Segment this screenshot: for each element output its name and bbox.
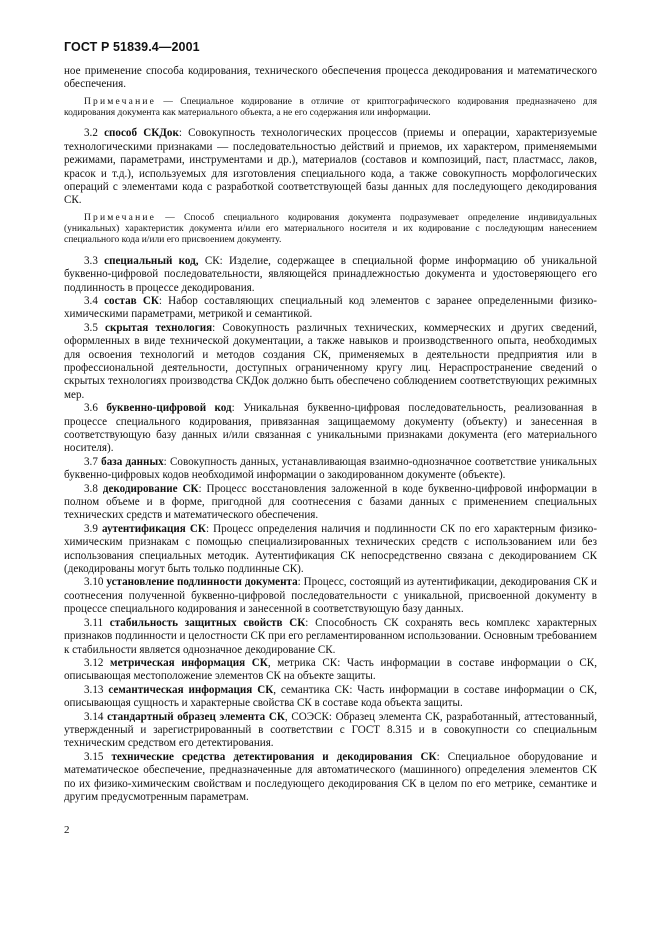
section-3-4 [64,295,597,322]
term-name: метрическая информация СК [110,656,268,669]
note-text: — Специальное кодирование в отличие от криптографического кодирования предназначено для кодирования документа как материального объекта, а не его содержания или информации. [64,96,597,119]
intro-paragraph: ное применение способа кодирования, технического обеспечения процесса декодирования и математического обеспечения. [64,65,597,91]
section-3-2 [64,127,597,207]
section-number: 3.6 [84,402,98,415]
section-3-3 [64,255,597,295]
term-name: установление подлинности документа [106,576,298,589]
section-number: 3.9 [84,522,98,535]
section-number: 3.12 [84,656,104,669]
section-number: 3.14 [84,710,104,723]
term-name: состав СК [104,294,159,307]
term-definition: : Набор составляющих специальный код элементов с заранее определенными физико-химическими параметрами, метрикой и семантикой. [64,294,597,321]
section-number: 3.2 [84,127,98,140]
section-3-11 [64,617,597,657]
section-number: 3.7 [84,455,98,468]
term-definition: : Процесс, состоящий из аутентификации, декодирования СК и соотнесения полученной буквенно-цифровой последовательности с уникальной, присвоенной документу в процессе специального кодирования и занесенной в соответствующую базу данных. [64,576,597,616]
term-definition: : Совокупность данных, устанавливающая взаимно-однозначное соответствие уникальных буквенно-цифровых кодов необходимой информации о закодированном документе (объекте). [64,455,597,482]
section-3-8 [64,483,597,523]
term-definition: , метрика СК: Часть информации в составе информации о СК, описывающая местоположение элементов СК на объекте защиты. [64,656,597,683]
term-name: способ СКДок [104,127,179,140]
section-number: 3.5 [84,321,98,334]
term-name: семантическая информация СК [108,683,274,696]
section-number: 3.4 [84,294,98,307]
term-name: стандартный образец элемента СК [107,710,285,723]
note-paragraph [64,213,597,247]
term-definition: СК: Изделие, содержащее в специальной форме информацию об уникальной буквенно-цифровой последовательности, являющейся принадлежностью документа и удостоверяющего его подлинность в процессе декодирования. [64,254,598,294]
term-definition: : Совокупность технологических процессов (приемы и операции, характеризуемые технологическими признаками — последовательностью действий и приемов, их характером, применяемыми режимами, параметрами, инструментами и др.), материалов (составов и композиций, паст, пластмасс, лаков, красок и т.д.), используемых для изготовления специального кода, а также совокупность морфологических операций с элементами кода с разработкой соответствующей базы данных для последующего декодирования СК. [64,127,597,207]
section-3-7 [64,456,597,483]
term-name: стабильность защитных свойств СК [109,616,306,629]
note-text: — Способ специального кодирования документа подразумевает определение индивидуальных (уникальных) характеристик документа и/или его материального носителя и их кодирование с последующим нанесением специального кода и/или его присвоением документу. [64,212,597,246]
term-definition: : Уникальная буквенно-цифровая последовательность, реализованная в процессе специального кодирования, привязанная защищаемому документу (объекту) и занесенная в соответствующую базу данных и/или связанная с уникальными признаками документа (его материального носителя). [64,402,598,455]
section-3-12 [64,657,597,684]
section-3-14 [64,711,597,751]
section-3-9 [64,523,597,577]
term-name: декодирование СК [102,482,199,495]
page-header: ГОСТ Р 51839.4—2001 [64,40,200,54]
term-name: буквенно-цифровой код [106,402,232,415]
section-number: 3.8 [84,482,98,495]
section-number: 3.13 [84,683,104,696]
section-3-5 [64,322,597,402]
term-name: база данных [101,455,164,468]
term-definition: , СОЭСК: Образец элемента СК, разработанный, аттестованный, утвержденный и зарегистрированный в соответствии с ГОСТ 8.315 и в совокупности со специальным техническим средством его детектирования. [64,710,597,750]
section-3-6 [64,402,597,456]
note-label: Примечание [84,96,157,107]
term-name: скрытая технология [105,321,213,334]
term-definition: : Процесс восстановления заложенной в коде буквенно-цифровой информации в полном объеме и в форме, пригодной для соотнесения с базами данных с применением специальных технических средств и математического обеспечения. [64,482,597,522]
section-3-13 [64,684,597,711]
term-definition: : Способность СК сохранять весь комплекс характерных признаков подлинности и целостности СК при его регламентированном использовании. Основным требованием к стабильности является однозначное декодирование СК. [64,616,597,656]
section-number: 3.15 [84,750,104,763]
term-definition: : Совокупность различных технических, коммерческих и других сведений, оформленных в виде технической документации, а также навыков и производственного опыта, необходимых для освоения технологий и методов создания СК, применяемых в деятельности предприятия или в профессиональной деятельности, доступных ограниченному кругу лиц. Нераспространение сведений о скрытых технологиях производства СКДок должно быть обеспечено соблюдением соответствующих режимных мер. [64,321,598,401]
term-definition: : Специальное оборудование и математическое обеспечение, предназначенные для автоматического (машинного) определения элементов СК по их физико-химическим свойствам и последующего декодирования СК в целом по его метрике, семантике и другим предусмотренным параметрам. [64,750,597,803]
note-label: Примечание [84,212,157,223]
term-name: аутентификация СК [102,522,206,535]
section-3-15 [64,751,597,805]
term-name: технические средства детектирования и декодирования СК [111,750,437,763]
page-number: 2 [64,824,70,836]
section-number: 3.11 [84,616,104,629]
section-3-10 [64,576,597,616]
note-paragraph [64,97,597,120]
term-definition: , семантика СК: Часть информации в составе информации о СК, описывающая сущность и характерные свойства СК в составе кода объекта защиты. [64,683,597,710]
term-definition: : Процесс определения наличия и подлинности СК по его характерным физико-химическим признакам с помощью специализированных технических средств с использованием или без использования специальных методик. Аутентификация СК непосредственно связана с декодированием СК (декодированы могут быть только подлинные СК). [64,522,598,576]
section-number: 3.10 [84,576,104,589]
term-name: специальный код, [104,254,199,267]
section-number: 3.3 [84,254,98,267]
document-body [64,65,597,804]
